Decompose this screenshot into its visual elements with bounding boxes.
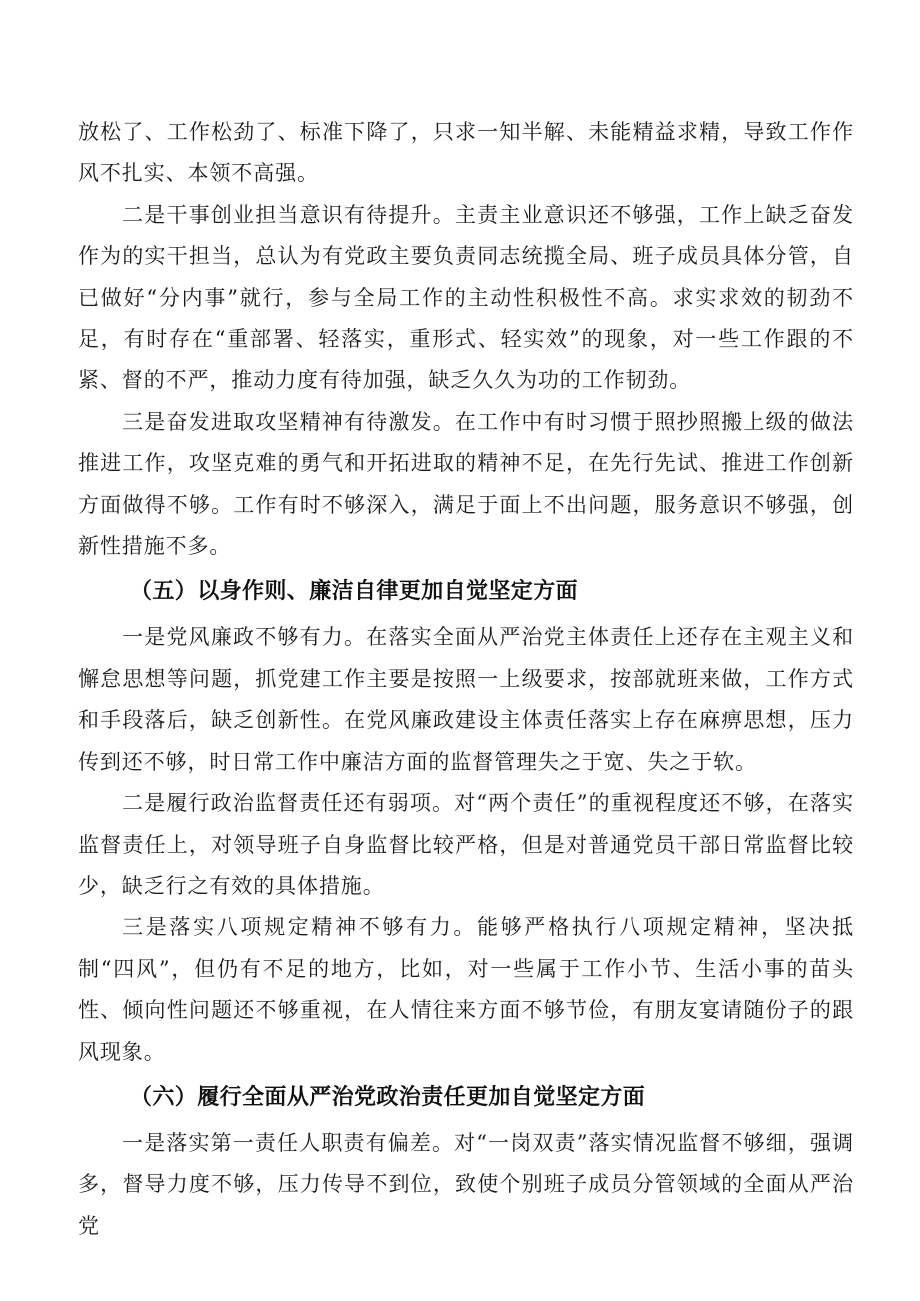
section-heading-six: （六）履行全面从严治党政治责任更加自觉坚定方面 xyxy=(130,1084,646,1110)
paragraph-continuation: 放松了、工作松劲了、标准下降了，只求一知半解、未能精益求精，导致工作作风不扎实、本领不高强。 xyxy=(78,120,854,186)
document-body xyxy=(78,112,854,1247)
paragraph-point-three: 三是奋发进取攻坚精神有待激发。在工作中有时习惯于照抄照搬上级的做法推进工作，攻坚克难的勇气和开拓进取的精神不足，在先行先试、推进工作创新方面做得不够。工作有时不够深入，满足于面上不出问题，服务意识不够强，创新性措施不多。 xyxy=(78,409,854,559)
paragraph-point-two: 二是干事创业担当意识有待提升。主责主业意识还不够强，工作上缺乏奋发作为的实干担当，总认为有党政主要负责同志统揽全局、班子成员具体分管，自已做好“分内事”就行，参与全局工作的主动性积极性不高。求实求效的韧劲不足，有时存在“重部署、轻落实，重形式、轻实效”的现象，对一些工作跟的不紧、督的不严，推动力度有待加强，缺乏久久为功的工作韧劲。 xyxy=(78,202,854,393)
paragraph-s6-point-one: 一是落实第一责任人职责有偏差。对“一岗双责”落实情况监督不够细，强调多，督导力度不够，压力传导不到位，致使个别班子成员分管领域的全面从严治党 xyxy=(78,1130,854,1238)
paragraph-s5-point-three: 三是落实八项规定精神不够有力。能够严格执行八项规定精神，坚决抵制“四风”，但仍有不足的地方，比如，对一些属于工作小节、生活小事的苗头性、倾向性问题还不够重视，在人情往来方面不够节俭，有朋友宴请随份子的跟风现象。 xyxy=(78,915,854,1064)
paragraph-s5-point-two: 二是履行政治监督责任还有弱项。对“两个责任”的重视程度还不够，在落实监督责任上，对领导班子自身监督比较严格，但是对普通党员干部日常监督比较少，缺乏行之有效的具体措施。 xyxy=(78,791,854,898)
section-heading-five: （五）以身作则、廉洁自律更加自觉坚定方面 xyxy=(130,579,579,605)
paragraph-s5-point-one: 一是党风廉政不够有力。在落实全面从严治党主体责任上还存在主观主义和懈怠思想等问题，抓党建工作主要是按照一上级要求，按部就班来做，工作方式和手段落后，缺乏创新性。在党风廉政建设主体责任落实上存在麻痹思想，压力传到还不够，时日常工作中廉洁方面的监督管理失之于宽、失之于软。 xyxy=(78,625,854,774)
